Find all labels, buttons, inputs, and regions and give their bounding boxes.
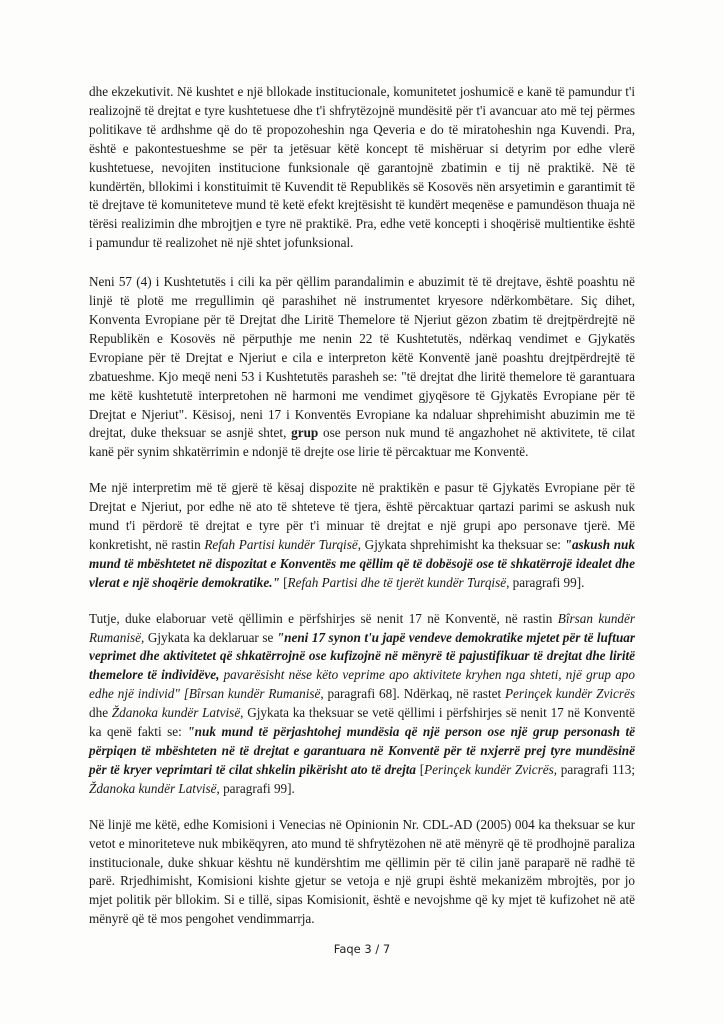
emphasized-text: Perinçek kundër Zvicrës [504,686,635,702]
paragraph-text: Tutje, duke elaboruar vetë qëllimin e përfshirjes së nenit 17 në Konventë, në rastin [89,610,558,626]
paragraph-text: Me një interpretim më të gjerë të kësaj dispozite në praktikën e pasur të Gjykatës Evropiane për të Drejtat e Njeriut, por edhe në ato të shteteve të tjera, është përcaktuar qartazi parimi se askush nuk mund t'i përdorë të drejtat e tyre për t'i minuar të drejtat e një grupi apo personave tjerë. Më konkretisht, në rastin [89,480,635,552]
body-paragraph [89,83,635,253]
emphasized-text: grup [291,425,319,441]
body-paragraph [89,816,635,929]
paragraph-text: , paragrafi 99]. [506,574,585,590]
paragraph-text: dhe [89,705,112,721]
paragraph-text: , paragrafi 68]. Ndërkaq, në rastet [320,686,505,702]
paragraph-text: dhe ekzekutivit. Në kushtet e një bllokade institucionale, komunitetet joshumicë e kanë të pamundur t'i realizojnë të drejtat e tyre kushtetuese dhe t'i shfrytëzojnë mundësitë për t'i avancuar ato më tej përmes politikave të ardhshme që do të propozoheshin nga Qeveria e do të miratoheshin nga Kuvendi. Pra, është e pakontestueshme se për ta jetësuar këtë koncept të mishëruar si detyrim por edhe vlerë kushtetuese, nevojiten institucione funksionale që garantojnë zbatimin e tij në praktikë. Në të kundërtën, bllokimi i konstituimit të Kuvendit të Republikës së Kosovës nën arsyetimin e garantimit të të drejtave të komuniteteve mund të ketë efekt krejtësisht të kundërt meqenëse e pamundëson thuaja në tërësi realizimin dhe mbrojtjen e tyre në praktikë. Pra, edhe vetë koncepti i shoqërisë multientike është i pamundur të realizohet në një shtet jofunksional. [89,84,635,251]
body-paragraph [89,479,635,592]
emphasized-text: Ždanoka kundër Latvisë [111,705,241,721]
emphasized-text: pavarësisht nëse këto veprime apo aktivitete kryhen nga shteti, një grup apo edhe një individ" [ [89,667,635,702]
paragraph-text: [ [279,574,288,590]
emphasized-text: Bîrsan kundër Rumanisë [188,686,321,702]
paragraph-text: , paragrafi 99]. [216,780,295,796]
paragraph-text: , paragrafi 113; [553,761,635,777]
emphasized-text: Ždanoka kundër Latvisë [89,780,217,796]
emphasized-text: Bîrsan kundër Rumanisë [89,610,635,645]
paragraph-text: , Gjykata ka deklaruar se [141,629,277,645]
paragraph-text: [ [416,761,425,777]
body-paragraph [89,610,635,799]
page-number: Faqe 3 / 7 [333,942,391,956]
document-body [89,83,635,946]
emphasized-text: "neni 17 synon t'u japë vendeve demokratike mjetet për të luftuar veprimet dhe aktivitetet që shkatërrojnë ose kufizojnë në mënyrë të pajustifikuar të drejtat dhe liritë themelore të individëve, [89,629,636,683]
emphasized-text: "nuk mund të përjashtohej mundësia që një person ose një grup personash të përpiqen të mbështeten në të drejtat e garantuara në Konventë për të nxjerrë prej tyre mundësinë për të kryer veprimtari të cilat shkelin pikërisht ato të drejta [89,724,635,777]
paragraph-text: , Gjykata shprehimisht ka theksuar se: [357,536,565,552]
emphasized-text: Refah Partisi kundër Turqisë [204,536,358,552]
paragraph-text: , Gjykata ka theksuar se vetë qëllimi i përfshirjes së nenit 17 në Konventë ka qenë fakti se: [89,705,635,740]
emphasized-text: Perinçek kundër Zvicrës [424,761,554,777]
paragraph-text: Në linjë me këtë, edhe Komisioni i Venecias në Opinionin Nr. CDL-AD (2005) 004 ka theksuar se kur vetot e minoriteteve nuk mbikëqyren, ato mund të shfrytëzohen në atë mënyrë që të prodhojnë paraliza institucionale, duke shkuar kështu në kundërshtim me qëllimin për të cilin janë paraparë në radhë të parë. Rrjedhimisht, Komisioni kishte gjetur se vetoja e një grupi është mekanizëm mbrojtës, por jo mjet politik për bllokim. Si e tillë, sipas Komisionit, është e nevojshme që ky mjet të kufizohet në atë mënyrë që të mos pengohet vendimmarrja. [89,816,635,927]
emphasized-text: Refah Partisi dhe të tjerët kundër Turqisë [287,574,507,590]
paragraph-text: Neni 57 (4) i Kushtetutës i cili ka për qëllim parandalimin e abuzimit të të drejtave, është poashtu në linjë të plotë me rregullimin që parashihet në instrumentet kryesore ndërkombëtare. Siç dihet, Konventa Evropiane për të Drejtat dhe Liritë Themelore të Njeriut gëzon zbatim të drejtpërdrejtë në Republikën e Kosovës në përputhje me nenin 22 të Kushtetutës, ndërkaq vendimet e Gjykatës Evropiane për të Drejtat e Njeriut e cila e interpreton këtë Konventë janë poashtu drejtpërdrejtë të zbatueshme. Kjo meqë neni 53 i Kushtetutës parasheh se: "të drejtat dhe liritë themelore të garantuara me këtë kushtetutë interpretohen në harmoni me vendimet gjyqësore të Gjykatës Evropiane për të Drejtat e Njeriut". Kësisoj, neni 17 i Konventës Evropiane ka ndaluar shprehimisht abuzimin me të drejtat, duke theksuar se asnjë shtet, [89,274,635,441]
emphasized-text: "askush nuk mund të mbështetet në dispozitat e Konventës me qëllim që të dobësojë ose të shkatërrojë idealet dhe vlerat e një shoqërie demokratike." [89,536,635,590]
paragraph-text: ose person nuk mund të angazhohet në aktivitete, të cilat kanë për synim shkatërrimin e ndonjë të drejte ose lirie të përcaktuar me Konventë. [89,425,635,460]
body-paragraph [89,273,635,462]
